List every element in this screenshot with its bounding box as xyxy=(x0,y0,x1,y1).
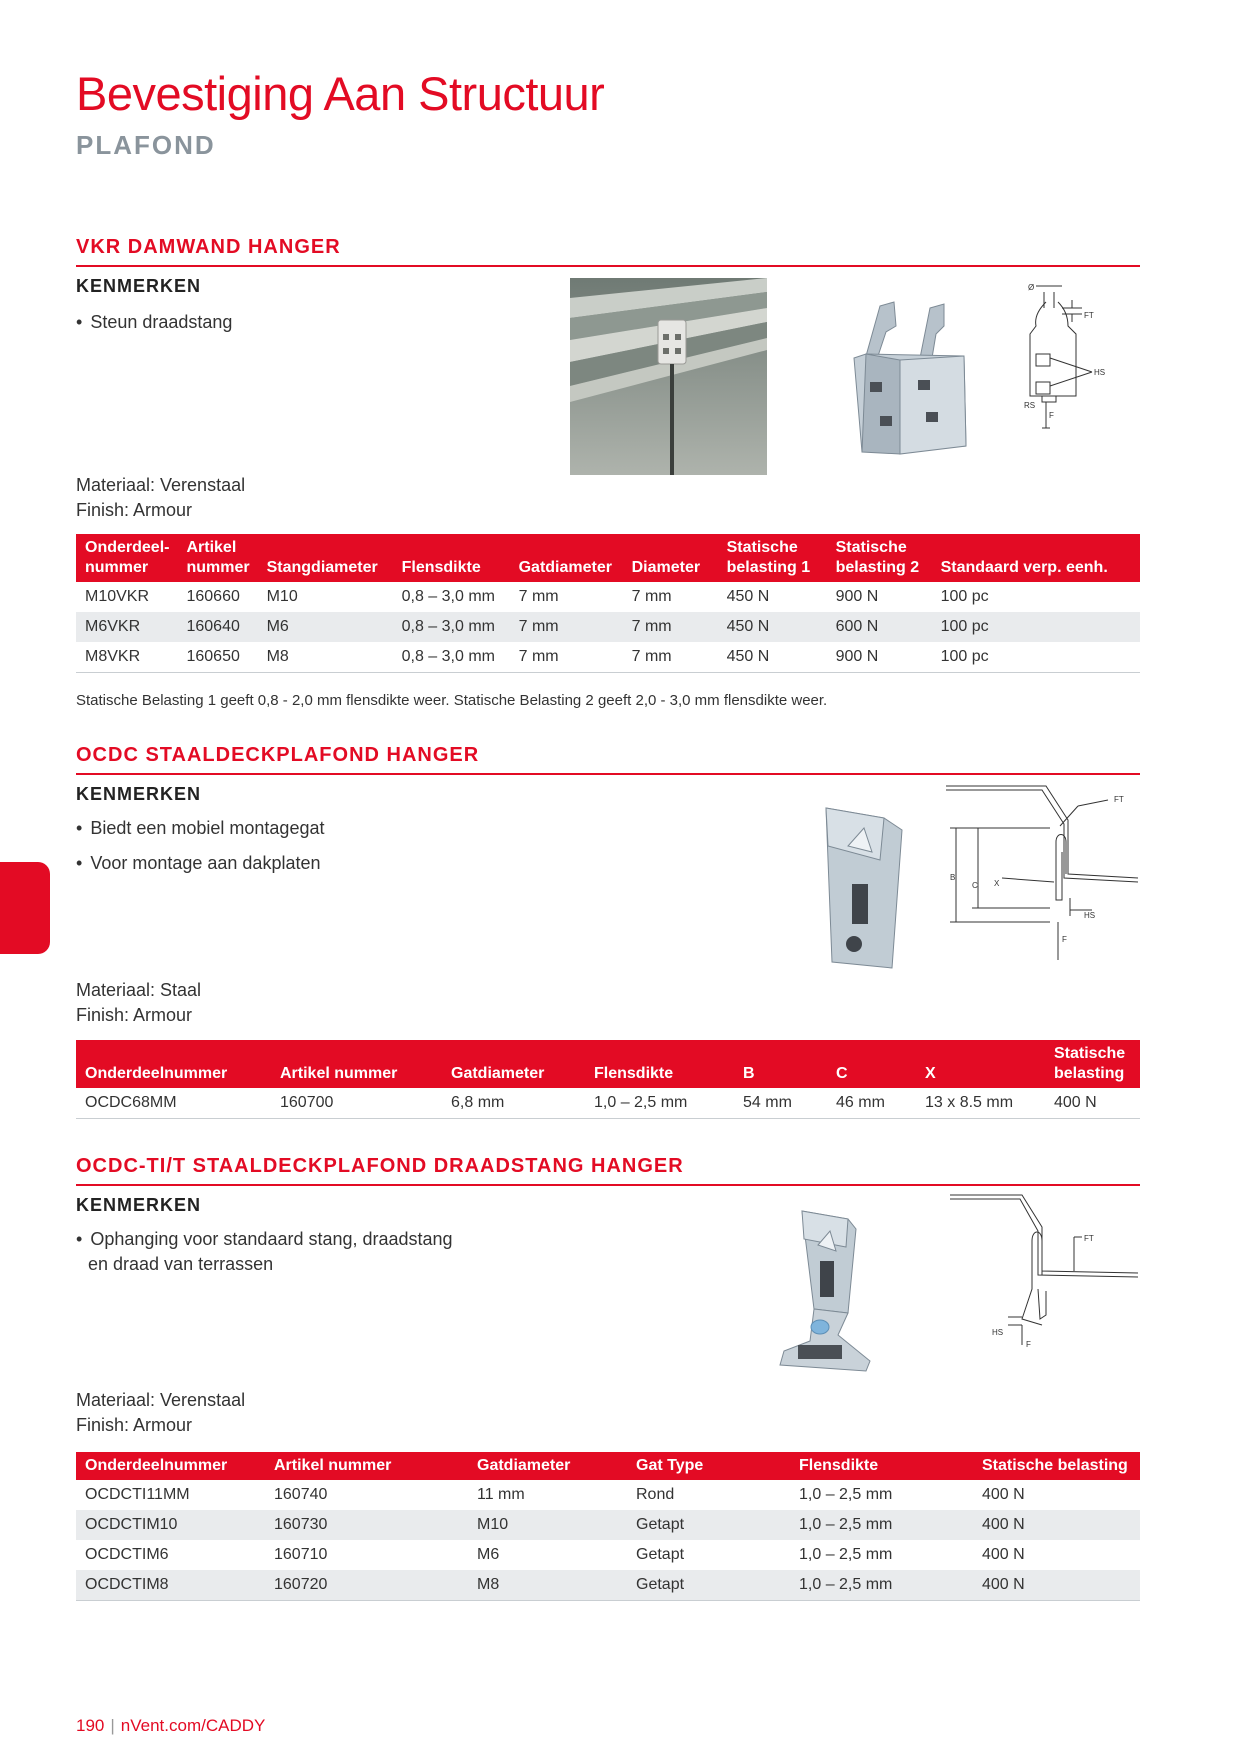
col-header xyxy=(468,1452,627,1480)
ocdc-ti-hanger-product-image xyxy=(774,1205,884,1375)
ocdc-ti-spec-table xyxy=(76,1452,1140,1601)
page-number: 190 xyxy=(76,1716,105,1735)
footer-link[interactable]: nVent.com/CADDY xyxy=(120,1716,266,1735)
diagram-label: HS xyxy=(1094,368,1106,377)
header-text: B xyxy=(743,1065,755,1082)
col-header xyxy=(827,1040,916,1088)
header-text: Gatdiameter xyxy=(451,1065,545,1082)
col-header xyxy=(76,1040,271,1088)
vkr-installation-photo xyxy=(570,278,767,475)
table-cell: 160700 xyxy=(271,1088,442,1119)
table-cell: 1,0 – 2,5 mm xyxy=(585,1088,734,1119)
header-text: Gatdiameter xyxy=(477,1457,571,1474)
table-cell: 600 N xyxy=(827,612,932,642)
ocdc-dimension-diagram xyxy=(942,782,1142,982)
table-cell: 450 N xyxy=(726,588,770,605)
diagram-label: F xyxy=(1026,1340,1031,1349)
table-cell: 160650 xyxy=(177,642,257,673)
table-cell: Getapt xyxy=(627,1510,790,1540)
diagram-label: HS xyxy=(1084,911,1096,920)
table-cell: OCDC68MM xyxy=(76,1088,271,1119)
header-text: Artikel nummer xyxy=(186,539,250,576)
table-cell: 0,8 – 3,0 mm xyxy=(393,642,510,673)
table-cell: 160730 xyxy=(265,1510,468,1540)
table-cell: M10VKR xyxy=(85,588,150,605)
header-text: Flensdikte xyxy=(594,1065,674,1082)
col-header xyxy=(718,534,827,582)
col-header xyxy=(177,534,257,582)
table-cell: M8 xyxy=(258,642,393,673)
material-text: Materiaal: Staal xyxy=(76,980,202,1000)
footer-separator: | xyxy=(110,1716,115,1735)
section-ocdc-ti xyxy=(76,1155,1140,1615)
header-text: Statische belasting 2 xyxy=(835,539,920,576)
diagram-label: RS xyxy=(1024,401,1036,410)
table-cell: 160640 xyxy=(177,612,257,642)
vkr-spec-table xyxy=(76,534,1140,673)
col-header xyxy=(734,1040,827,1088)
vkr-dimension-diagram xyxy=(1006,278,1116,448)
table-row xyxy=(76,612,1140,642)
table-cell: 1,0 – 2,5 mm xyxy=(790,1570,973,1601)
table-cell: OCDCTIM8 xyxy=(76,1570,265,1601)
table-cell: Getapt xyxy=(636,1546,685,1563)
material-text: Materiaal: Verenstaal xyxy=(76,475,246,495)
finish-text: Finish: Armour xyxy=(76,1005,193,1025)
col-header xyxy=(271,1040,442,1088)
header-text: Gatdiameter xyxy=(518,559,612,576)
header-text: Standaard verp. eenh. xyxy=(940,559,1108,576)
col-header xyxy=(916,1040,1045,1088)
finish-text: Finish: Armour xyxy=(76,500,193,520)
col-header xyxy=(627,1452,790,1480)
table-cell: 400 N xyxy=(973,1510,1140,1540)
kenmerken-label: KENMERKEN xyxy=(76,1195,202,1215)
table-cell: OCDCTIM10 xyxy=(76,1510,265,1540)
material-text: Materiaal: Verenstaal xyxy=(76,1390,246,1410)
table-row xyxy=(76,1088,1140,1119)
table-row xyxy=(76,1540,1140,1570)
col-header xyxy=(258,534,393,582)
table-cell: 7 mm xyxy=(510,642,623,673)
finish-text: Finish: Armour xyxy=(76,1415,193,1435)
table-cell: M6 xyxy=(258,612,393,642)
table-cell: 0,8 – 3,0 mm xyxy=(393,612,510,642)
table-cell: 160740 xyxy=(274,1486,328,1503)
diagram-label: F xyxy=(1049,411,1054,420)
diagram-label: HS xyxy=(992,1328,1004,1337)
col-header xyxy=(393,534,510,582)
feature-item: • Steun draadstang xyxy=(76,310,232,335)
table-header-row xyxy=(76,1452,1140,1480)
table-cell: 160720 xyxy=(265,1570,468,1601)
table-row xyxy=(76,1570,1140,1601)
header-text: Onderdeelnummer xyxy=(85,1065,228,1082)
header-text: Flensdikte xyxy=(401,559,481,576)
table-cell: Getapt xyxy=(627,1570,790,1601)
table-cell: 160710 xyxy=(274,1546,328,1563)
table-cell: 450 N xyxy=(718,612,827,642)
header-text: C xyxy=(836,1065,848,1082)
section-title: VKR DAMWAND HANGER xyxy=(76,236,1140,267)
header-text: Gat Type xyxy=(636,1457,704,1474)
table-cell: M10 xyxy=(266,588,298,605)
diagram-label: C xyxy=(972,881,978,890)
col-header xyxy=(623,534,718,582)
table-cell: 100 pc xyxy=(932,612,1140,642)
page-footer xyxy=(76,1716,265,1736)
col-header xyxy=(790,1452,973,1480)
feature-item: • Voor montage aan dakplaten xyxy=(76,851,321,876)
header-text: Diameter xyxy=(631,559,701,576)
table-cell: M6VKR xyxy=(76,612,177,642)
page-title: Bevestiging Aan Structuur xyxy=(76,67,605,120)
col-header xyxy=(585,1040,734,1088)
table-header-row xyxy=(76,534,1140,582)
header-text: Artikel nummer xyxy=(280,1065,398,1082)
ocdc-spec-table xyxy=(76,1040,1140,1119)
table-cell: 46 mm xyxy=(827,1088,916,1119)
table-cell: 0,8 – 3,0 mm xyxy=(401,588,495,605)
table-cell: Rond xyxy=(636,1486,675,1503)
diagram-label: Ø xyxy=(1028,283,1035,292)
section-ocdc xyxy=(76,744,1140,1144)
col-header xyxy=(1045,1040,1140,1088)
feature-item: • Biedt een mobiel montagegat xyxy=(76,816,324,841)
kenmerken-label: KENMERKEN xyxy=(76,784,202,804)
table-cell: 400 N xyxy=(982,1546,1025,1563)
table-cell: 1,0 – 2,5 mm xyxy=(799,1546,893,1563)
table-cell: 11 mm xyxy=(477,1486,525,1503)
header-text: X xyxy=(925,1065,936,1082)
table-cell: 7 mm xyxy=(623,612,718,642)
table-cell: 900 N xyxy=(835,588,879,605)
kenmerken-label: KENMERKEN xyxy=(76,276,202,296)
col-header xyxy=(827,534,932,582)
col-header xyxy=(442,1040,585,1088)
header-text: Statische belasting 1 xyxy=(726,539,811,576)
table-cell: 7 mm xyxy=(518,588,559,605)
table-cell: 1,0 – 2,5 mm xyxy=(790,1510,973,1540)
table-cell: 7 mm xyxy=(623,642,718,673)
col-header xyxy=(510,534,623,582)
table-cell: 100 pc xyxy=(940,588,989,605)
header-text: Onderdeelnummer xyxy=(85,1457,228,1474)
col-header xyxy=(973,1452,1140,1480)
table-cell: 400 N xyxy=(973,1570,1140,1601)
header-text: Statische belasting xyxy=(982,1457,1128,1474)
table-cell: 900 N xyxy=(827,642,932,673)
diagram-label: FT xyxy=(1114,795,1124,804)
header-text: Flensdikte xyxy=(799,1457,879,1474)
feature-item-continued: en draad van terrassen xyxy=(88,1254,274,1274)
table-cell: 54 mm xyxy=(734,1088,827,1119)
table-cell: 400 N xyxy=(982,1486,1025,1503)
diagram-label: B xyxy=(950,873,956,882)
col-header xyxy=(76,1452,265,1480)
diagram-label: FT xyxy=(1084,311,1094,320)
ocdc-ti-dimension-diagram xyxy=(942,1191,1142,1371)
table-row xyxy=(76,1510,1140,1540)
col-header xyxy=(76,534,177,582)
header-text: Artikel nummer xyxy=(274,1457,392,1474)
table-row xyxy=(76,642,1140,673)
table-cell: M8 xyxy=(468,1570,627,1601)
diagram-label: X xyxy=(994,879,1000,888)
table-cell: 100 pc xyxy=(932,642,1140,673)
section-vkr xyxy=(76,236,1140,716)
header-text: Stangdiameter xyxy=(266,559,378,576)
diagram-label: FT xyxy=(1084,1234,1094,1243)
col-header xyxy=(932,534,1140,582)
table-cell: OCDCTI11MM xyxy=(85,1486,190,1503)
table-header-row xyxy=(76,1040,1140,1088)
table-cell: M8VKR xyxy=(76,642,177,673)
table-cell: 160660 xyxy=(186,588,240,605)
section-title: OCDC STAALDECKPLAFOND HANGER xyxy=(76,744,1140,775)
table-row xyxy=(76,1480,1140,1510)
col-header xyxy=(265,1452,468,1480)
header-text: Onderdeel- nummer xyxy=(85,539,170,576)
page-subtitle: PLAFOND xyxy=(76,130,216,160)
diagram-label: F xyxy=(1062,935,1067,944)
table-row xyxy=(76,582,1140,612)
feature-item: • Ophanging voor standaard stang, draadstang xyxy=(76,1227,453,1252)
table-cell: M6 xyxy=(477,1546,500,1563)
vkr-hanger-product-image xyxy=(840,296,990,456)
header-text: Statische belasting xyxy=(1054,1045,1126,1082)
section-title: OCDC-TI/T STAALDECKPLAFOND DRAADSTANG HANGER xyxy=(76,1155,1140,1186)
table-cell: 400 N xyxy=(1045,1088,1140,1119)
table-cell: OCDCTIM6 xyxy=(85,1546,169,1563)
table-cell: 6,8 mm xyxy=(442,1088,585,1119)
table-footnote: Statische Belasting 1 geeft 0,8 - 2,0 mm flensdikte weer. Statische Belasting 2 geeft 2,0 - 3,0 mm flensdikte weer. xyxy=(76,692,828,709)
table-cell: M10 xyxy=(468,1510,627,1540)
table-cell: 7 mm xyxy=(631,588,672,605)
table-cell: 1,0 – 2,5 mm xyxy=(799,1486,893,1503)
table-cell: 7 mm xyxy=(510,612,623,642)
ocdc-hanger-product-image xyxy=(814,800,914,970)
table-cell: 13 x 8.5 mm xyxy=(916,1088,1045,1119)
side-tab xyxy=(0,862,50,954)
table-cell: 450 N xyxy=(718,642,827,673)
